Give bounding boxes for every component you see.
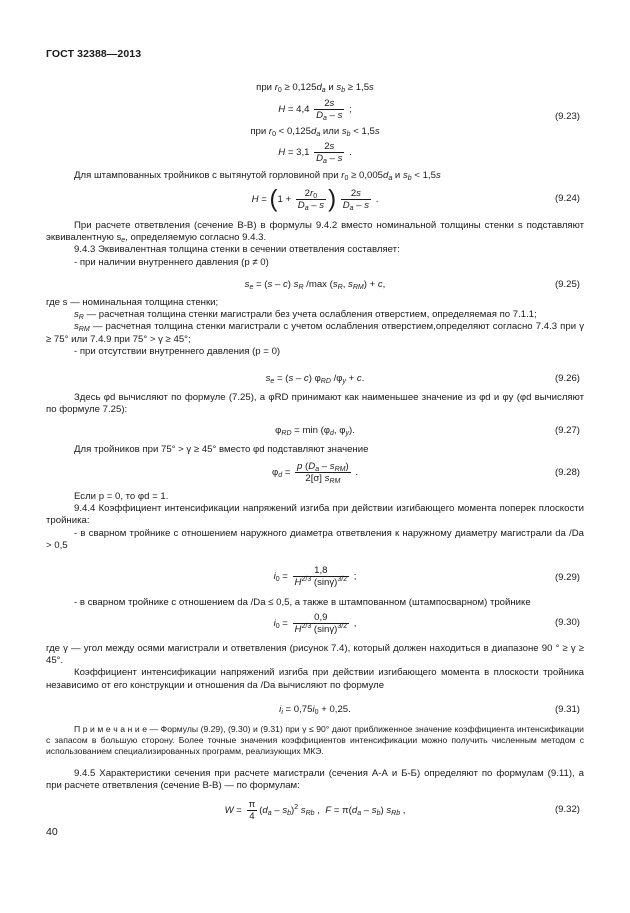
equation-number: (9.27) [554, 425, 580, 436]
formula-h-44: H = 4,4 $\frac{2s}{D_a - s}$ ; [278, 98, 352, 122]
paragraph-definitions: где s — номинальная толщина стенки; $s_R$ — расчетная толщина стенки магистрали без учета ослабления отверстием, определяемая по 7.1.1; $s_{RM}$ — расчетная толщина стенки магистрали с учетом ослабления отверстием,определяют согласно 7.4.3 при γ ≥ 75° или 7.4.9 при 75° > γ ≥ 45°; - при отсутствии внутреннего давления (p = 0) [46, 297, 584, 357]
condition-r0-ge: при $r_0 \ge 0,125d_a$ и $s_b \ge 1,5s$ [256, 82, 374, 94]
paragraph-944: Если p = 0, то φd = 1. 9.4.4 Коэффициент интенсификации напряжений изгиба при действии изгибающего момента поперек плоскости тройника: - в сварном тройнике с отношением наружного диаметра ответвления к наружному диаметру магистрали da /Da > 0,5 [46, 491, 584, 551]
equation-number: (9.30) [554, 617, 580, 628]
formula-phi-d: $\varphi_d$ = $\frac{p (D_a - s_{RM})}{2[\sigma] s_{RM}}$ . [271, 461, 359, 485]
formula-se-no-pressure: $s_e = (s - c)$ $\varphi_{RD}$ $/\varphi_y + c$. [265, 373, 365, 385]
equation-number: (9.25) [554, 279, 580, 290]
formula-i0-09: $i_0$ = $\frac{0,9}{H^{2/3} (\sin\gamma)^{3/2}}$ , [273, 612, 357, 635]
paragraph-branch-calc: При расчете ответвления (сечение В-В) в формулы 9.4.2 вместо номинальной толщины стенки s подставляют эквивалентную $s_e$, определяемую согласно 9.4.3. 9.4.3 Эквивалентная толщина стенки в сечении ответвления составляет: - при наличии внутреннего давления (p ≠ 0) [46, 220, 584, 268]
page-header: ГОСТ 32388—2013 [46, 48, 142, 60]
equation-number: (9.32) [554, 804, 580, 815]
formula-h-stamped: H = (1 + $\frac{2r_0}{D_a - s}$ ) $\frac{2s}{D_a - s}$ . [251, 185, 379, 213]
paragraph-welded-le: - в сварном тройнике с отношением da /Da ≤ 0,5, а также в штампованном (штампосварном) тройнике [74, 597, 531, 608]
equation-number: (9.24) [554, 193, 580, 204]
condition-r0-lt: при $r_0 < 0,125d_a$ или $s_b < 1,5s$ [250, 126, 380, 138]
equation-number: (9.23) [554, 111, 580, 122]
paragraph-tees-75: Для тройников при 75° > γ ≥ 45° вместо φd подставляют значение [74, 444, 369, 455]
formula-ii: $i_i = 0,75i_0 + 0,25$. [279, 704, 351, 716]
formula-h-31: H = 3,1 $\frac{2s}{D_a - s}$ . [278, 141, 352, 165]
equation-number: (9.31) [554, 704, 580, 715]
formula-phi-rd: $\varphi_{RD} = \min (\varphi_d$, $\varphi_y$). [275, 425, 355, 437]
note: П р и м е ч а н и е — Формулы (9.29), (9.30) и (9.31) при γ ≤ 90° дают приближенное значение коэффициента интенсификации с запасом в большую сторону. Более точные значения коэффициентов интенсификации можно получить численным методом с использованием специализированных программ, реализующих МКЭ. [46, 724, 584, 756]
page-number: 40 [46, 826, 58, 838]
equation-number: (9.28) [554, 467, 580, 478]
paragraph-phi-d: Здесь φd вычисляют по формуле (7.25), а φRD принимают как наименьшее значение из φd и φy (φd вычисляют по формуле 7.25): [46, 392, 584, 416]
paragraph-gamma: где γ — угол между осями магистрали и ответвления (рисунок 7.4), который должен находиться в диапазоне 90 ° ≥ γ ≥ 45°. Коэффициент интенсификации напряжений изгиба при действии изгибающего момента в плоскости тройника независимо от его конструкции и отношения da /Da вычисляют по формуле [46, 643, 584, 691]
equation-number: (9.26) [554, 373, 580, 384]
equation-number: (9.29) [554, 572, 580, 583]
paragraph-stamped-tees: Для штампованных тройников с вытянутой горловиной при $r_0 \ge 0,005d_a$ и $s_b < 1,5s$ [74, 170, 441, 182]
formula-i0-18: $i_0$ = $\frac{1,8}{H^{2/3} (\sin\gamma)^{3/2}}$ ; [273, 565, 357, 588]
paragraph-945: 9.4.5 Характеристики сечения при расчете магистрали (сечения А-А и Б-Б) определяют по формулам (9.11), а при расчете ответвления (сечение В-В) — по формулам: [46, 768, 584, 792]
formula-se-pressure: $s_e = (s - c)$ $s_R$ /max ($s_R$, $s_{RM}) + c$, [244, 279, 386, 291]
formula-w-f: W = $\frac{\pi}{4}$ $(d_a - s_b)^2$ $s_{Rb}$ , $F = \pi(d_a - s_b)$ $s_{Rb}$ , [224, 799, 406, 822]
